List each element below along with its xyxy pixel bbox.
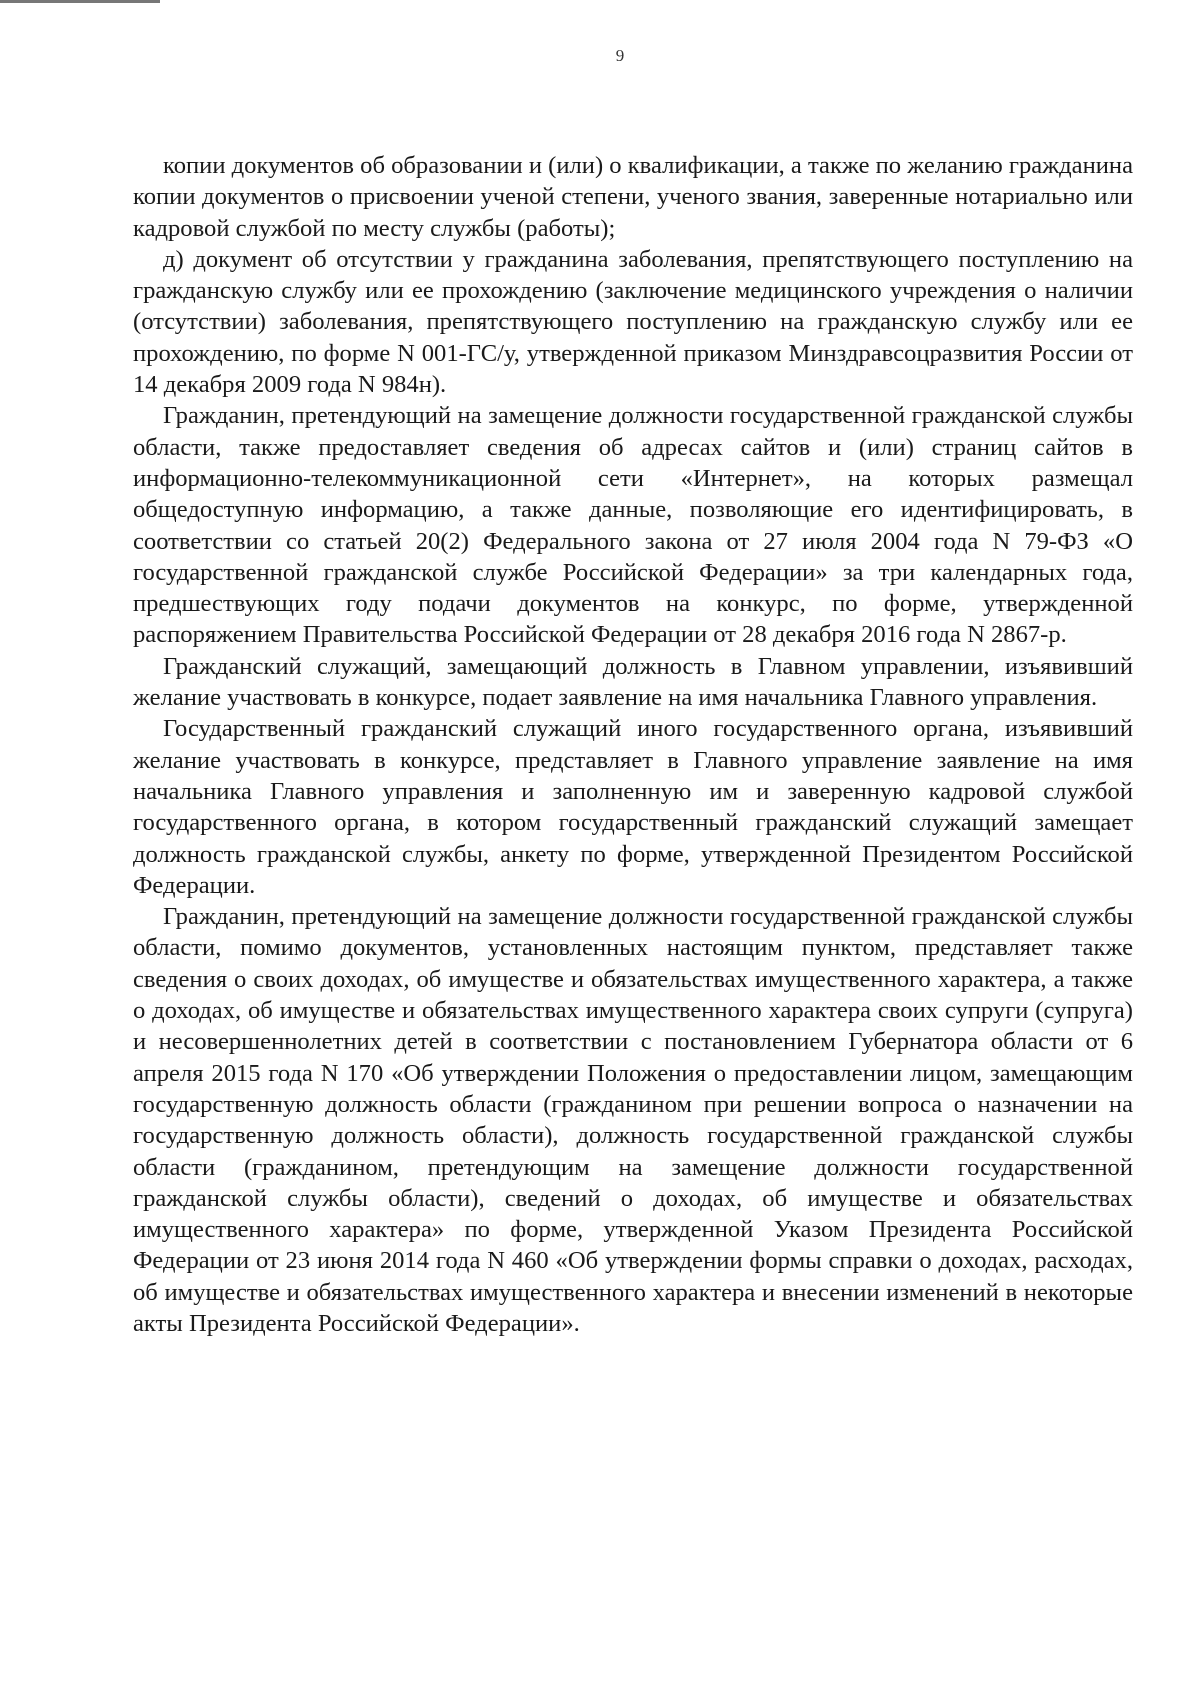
paragraph-internet-sites: Гражданин, претендующий на замещение должности государственной гражданской службы области, также предоставляет сведения об адресах сайтов и (или) страниц сайтов в информационно-телекоммуникационной сети «Интернет», на которых размещал общедоступную информацию, а также данные, позволяющие его идентифицировать, в соответствии со статьей 20(2) Федерального закона от 27 июля 2004 года N 79-ФЗ «О государственной гражданской службе Российской Федерации» за три календарных года, предшествующих году подачи документов на конкурс, по форме, утвержденной распоряжением Правительства Российской Федерации от 28 декабря 2016 года N 2867-р. [133, 402, 1133, 649]
paragraph-education-documents: копии документов об образовании и (или) о квалификации, а также по желанию гражданина копии документов о присвоении ученой степени, ученого звания, заверенные нотариально или кадровой службой по месту службы (работы); [133, 152, 1133, 242]
scan-edge-mark [0, 0, 160, 3]
paragraph-medical-certificate: д) документ об отсутствии у гражданина заболевания, препятствующего поступлению на гражданскую службу или ее прохождению (заключение медицинского учреждения о наличии (отсутствии) заболевания, препятствующего поступлению на гражданскую службу или ее прохождению, по форме N 001-ГС/у, утвержденной приказом Минздравсоцразвития России от 14 декабря 2009 года N 984н). [133, 245, 1133, 399]
paragraph-other-agency-servant: Государственный гражданский служащий иного государственного органа, изъявивший желание участвовать в конкурсе, представляет в Главного управление заявление на имя начальника Главного управления и заполненную им и заверенную кадровой службой государственного органа, в котором государственный гражданский служащий замещает должность гражданской службы, анкету по форме, утвержденной Президентом Российской Федерации. [133, 715, 1133, 899]
document-body [133, 150, 1133, 1339]
paragraph-civil-servant-application: Гражданский служащий, замещающий должность в Главном управлении, изъявивший желание участвовать в конкурсе, подает заявление на имя начальника Главного управления. [133, 652, 1133, 712]
page-number: 9 [615, 46, 625, 65]
paragraph-income-declaration: Гражданин, претендующий на замещение должности государственной гражданской службы области, помимо документов, установленных настоящим пунктом, представляет также сведения о своих доходах, об имуществе и обязательствах имущественного характера, а также о доходах, об имуществе и обязательствах имущественного характера своих супруги (супруга) и несовершеннолетних детей в соответствии с постановлением Губернатора области от 6 апреля 2015 года N 170 «Об утверждении Положения о предоставлении лицом, замещающим государственную должность области (гражданином при решении вопроса о назначении на государственную должность области), должность государственной гражданской службы области (гражданином, претендующим на замещение должности государственной гражданской службы области), сведений о доходах, об имуществе и обязательствах имущественного характера» по форме, утвержденной Указом Президента Российской Федерации от 23 июня 2014 года N 460 «Об утверждении формы справки о доходах, расходах, об имуществе и обязательствах имущественного характера и внесении изменений в некоторые акты Президента Российской Федерации». [133, 903, 1133, 1337]
